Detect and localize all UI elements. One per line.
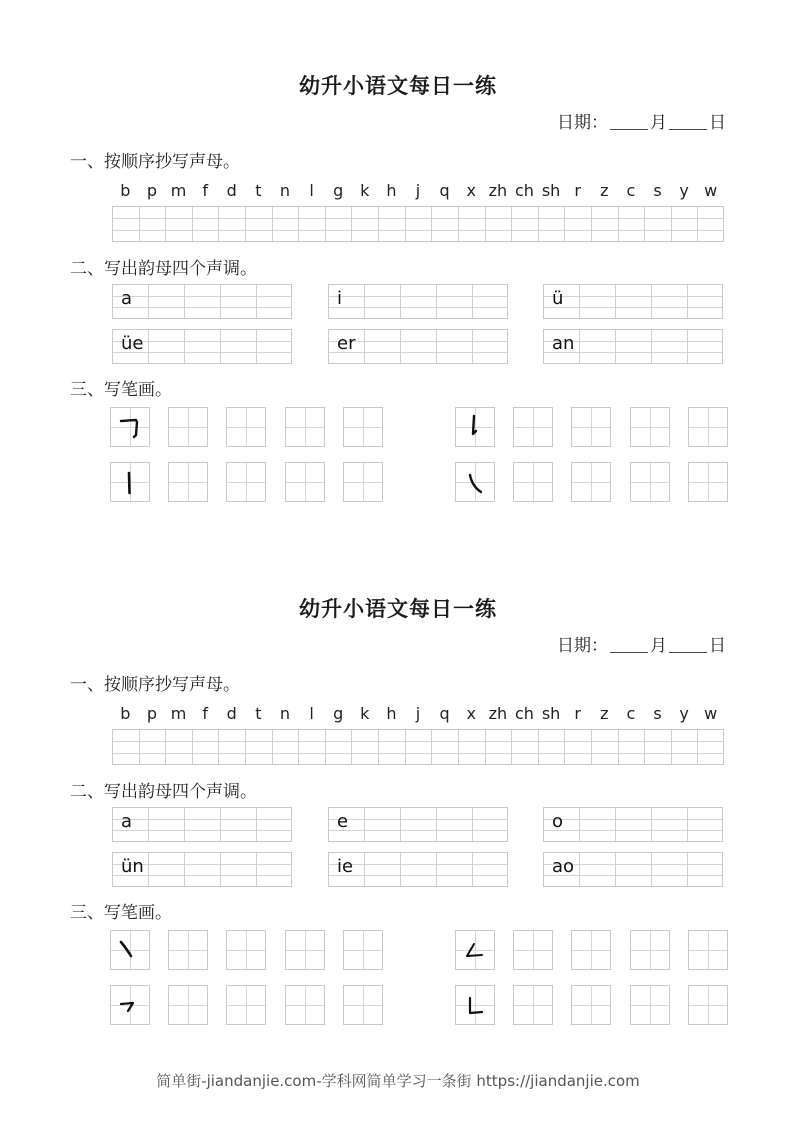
- grid-row-line: [329, 307, 507, 308]
- initials-row: [112, 704, 724, 723]
- initial-letter: m: [170, 181, 187, 200]
- grid-column-line: [256, 808, 257, 841]
- grid-column-line: [472, 853, 473, 886]
- grid-column-line: [579, 853, 580, 886]
- stroke-practice-box[interactable]: [285, 462, 325, 502]
- grid-row-line: [113, 741, 723, 742]
- grid-column-line: [298, 730, 299, 764]
- grid-column-line: [511, 730, 512, 764]
- initial-letter: s: [653, 704, 662, 723]
- grid-column-line: [651, 330, 652, 363]
- final-tone-grid[interactable]: [112, 807, 292, 842]
- grid-column-line: [458, 730, 459, 764]
- worksheet-title: 幼升小语文每日一练: [299, 596, 497, 621]
- month-label: 月: [650, 113, 667, 133]
- grid-row-line: [113, 819, 291, 820]
- stroke-practice-box[interactable]: [168, 930, 208, 970]
- stroke-practice-box[interactable]: [630, 407, 670, 447]
- final-label: ü: [552, 288, 564, 309]
- grid-row-line: [544, 296, 722, 297]
- section-3-heading: 三、写笔画。: [70, 380, 172, 400]
- stroke-practice-box[interactable]: [513, 462, 553, 502]
- initial-letter: g: [333, 704, 344, 723]
- section-1-heading: 一、按顺序抄写声母。: [70, 675, 240, 695]
- grid-column-line: [139, 730, 140, 764]
- grid-row-line: [329, 819, 507, 820]
- grid-column-line: [256, 853, 257, 886]
- grid-column-line: [364, 330, 365, 363]
- initials-writing-grid[interactable]: [112, 729, 724, 765]
- section-2-heading: 二、写出韵母四个声调。: [70, 259, 257, 279]
- grid-row-line: [113, 218, 723, 219]
- initial-letter: c: [626, 181, 636, 200]
- final-tone-grid[interactable]: [328, 852, 508, 887]
- initial-letter: r: [574, 704, 581, 723]
- grid-column-line: [272, 207, 273, 241]
- grid-column-line: [165, 730, 166, 764]
- box-center-v-line: [246, 463, 247, 501]
- grid-column-line: [485, 207, 486, 241]
- grid-column-line: [272, 730, 273, 764]
- stroke-practice-box[interactable]: [168, 985, 208, 1025]
- stroke-practice-box[interactable]: [285, 930, 325, 970]
- final-tone-grid[interactable]: [328, 284, 508, 319]
- initial-letter: t: [255, 181, 262, 200]
- grid-column-line: [351, 207, 352, 241]
- grid-column-line: [184, 285, 185, 318]
- initial-letter: l: [309, 181, 314, 200]
- grid-row-line: [329, 341, 507, 342]
- initial-letter: j: [415, 181, 421, 200]
- box-center-v-line: [305, 986, 306, 1024]
- box-center-v-line: [188, 463, 189, 501]
- day-label: 日: [709, 636, 726, 656]
- stroke-practice-box[interactable]: [630, 462, 670, 502]
- final-label: a: [121, 288, 133, 309]
- initial-letter: q: [439, 181, 450, 200]
- grid-column-line: [148, 808, 149, 841]
- stroke-practice-box[interactable]: [630, 930, 670, 970]
- stroke-practice-box[interactable]: [513, 407, 553, 447]
- final-tone-grid[interactable]: [112, 329, 292, 364]
- stroke-practice-box[interactable]: [226, 985, 266, 1025]
- final-label: ün: [121, 856, 144, 877]
- stroke-shu-zhe-icon: [456, 986, 494, 1024]
- initial-letter: f: [202, 181, 208, 200]
- box-center-v-line: [305, 931, 306, 969]
- grid-column-line: [139, 207, 140, 241]
- grid-column-line: [564, 207, 565, 241]
- box-center-v-line: [188, 408, 189, 446]
- stroke-practice-box[interactable]: [571, 462, 611, 502]
- stroke-practice-box[interactable]: [688, 985, 728, 1025]
- stroke-practice-box[interactable]: [285, 407, 325, 447]
- box-center-v-line: [533, 931, 534, 969]
- initial-letter: n: [279, 704, 291, 723]
- grid-column-line: [697, 730, 698, 764]
- footer-watermark: 简单街-jiandanjie.com-学科网简单学习一条街 https://jiandanjie.com: [156, 1072, 640, 1090]
- final-tone-grid[interactable]: [328, 807, 508, 842]
- grid-column-line: [325, 730, 326, 764]
- stroke-example-box: [455, 985, 495, 1025]
- final-label: üe: [121, 333, 144, 354]
- initial-letter: b: [120, 704, 131, 723]
- grid-column-line: [364, 285, 365, 318]
- initial-letter: zh: [488, 181, 508, 200]
- initial-letter: sh: [541, 181, 561, 200]
- section-3-heading: 三、写笔画。: [70, 903, 172, 923]
- initial-letter: d: [226, 704, 237, 723]
- initial-letter: t: [255, 704, 262, 723]
- grid-column-line: [405, 207, 406, 241]
- initial-letter: f: [202, 704, 208, 723]
- initial-letter: k: [360, 704, 370, 723]
- grid-column-line: [538, 730, 539, 764]
- initial-letter: z: [600, 704, 609, 723]
- grid-column-line: [615, 285, 616, 318]
- day-blank[interactable]: [669, 113, 707, 130]
- grid-column-line: [579, 330, 580, 363]
- grid-column-line: [618, 207, 619, 241]
- stroke-example-box: [455, 930, 495, 970]
- initial-letter: s: [653, 181, 662, 200]
- stroke-example-box: [110, 985, 150, 1025]
- final-label: o: [552, 811, 564, 832]
- final-label: i: [337, 288, 343, 309]
- grid-column-line: [220, 853, 221, 886]
- stroke-practice-box[interactable]: [688, 930, 728, 970]
- stroke-practice-box[interactable]: [226, 930, 266, 970]
- date-field: [557, 108, 726, 133]
- stroke-example-box: [110, 462, 150, 502]
- grid-column-line: [579, 285, 580, 318]
- stroke-practice-box[interactable]: [226, 462, 266, 502]
- stroke-heng-pie-icon: [111, 986, 149, 1024]
- final-tone-grid[interactable]: [112, 852, 292, 887]
- grid-column-line: [591, 207, 592, 241]
- day-blank[interactable]: [669, 636, 707, 653]
- grid-column-line: [436, 808, 437, 841]
- grid-column-line: [245, 207, 246, 241]
- grid-column-line: [218, 730, 219, 764]
- initial-letter: b: [120, 181, 131, 200]
- final-label: an: [552, 333, 575, 354]
- stroke-practice-box[interactable]: [513, 930, 553, 970]
- stroke-practice-box[interactable]: [688, 462, 728, 502]
- stroke-dian-icon: [111, 931, 149, 969]
- grid-column-line: [472, 808, 473, 841]
- box-center-v-line: [650, 408, 651, 446]
- box-center-v-line: [708, 463, 709, 501]
- initial-letter: r: [574, 181, 581, 200]
- grid-column-line: [184, 330, 185, 363]
- initials-writing-grid[interactable]: [112, 206, 724, 242]
- initial-letter: j: [415, 704, 421, 723]
- date-label: 日期：: [557, 113, 608, 133]
- grid-row-line: [329, 864, 507, 865]
- initial-letter: w: [704, 181, 718, 200]
- initials-row: [112, 181, 724, 200]
- box-center-v-line: [591, 408, 592, 446]
- final-tone-grid[interactable]: [543, 807, 723, 842]
- initial-letter: h: [386, 181, 397, 200]
- grid-column-line: [458, 207, 459, 241]
- stroke-practice-box[interactable]: [571, 407, 611, 447]
- grid-column-line: [431, 207, 432, 241]
- final-tone-grid[interactable]: [543, 852, 723, 887]
- initial-letter: p: [146, 704, 157, 723]
- grid-column-line: [256, 330, 257, 363]
- section-1-heading: 一、按顺序抄写声母。: [70, 152, 240, 172]
- grid-column-line: [564, 730, 565, 764]
- grid-row-line: [113, 230, 723, 231]
- month-blank[interactable]: [610, 636, 648, 653]
- grid-column-line: [436, 285, 437, 318]
- final-label: e: [337, 811, 349, 832]
- grid-column-line: [687, 330, 688, 363]
- grid-column-line: [687, 285, 688, 318]
- grid-column-line: [687, 808, 688, 841]
- stroke-practice-box[interactable]: [571, 985, 611, 1025]
- stroke-heng-zhe-icon: [111, 408, 149, 446]
- final-label: er: [337, 333, 356, 354]
- final-label: ie: [337, 856, 354, 877]
- month-blank[interactable]: [610, 113, 648, 130]
- box-center-v-line: [246, 931, 247, 969]
- initial-letter: ch: [514, 181, 534, 200]
- stroke-practice-box[interactable]: [688, 407, 728, 447]
- grid-column-line: [400, 808, 401, 841]
- stroke-practice-box[interactable]: [226, 407, 266, 447]
- grid-row-line: [113, 830, 291, 831]
- grid-column-line: [351, 730, 352, 764]
- initial-letter: c: [626, 704, 636, 723]
- final-tone-grid[interactable]: [543, 284, 723, 319]
- box-center-v-line: [533, 408, 534, 446]
- grid-column-line: [245, 730, 246, 764]
- box-center-v-line: [708, 931, 709, 969]
- initial-letter: q: [439, 704, 450, 723]
- grid-column-line: [671, 730, 672, 764]
- grid-column-line: [436, 330, 437, 363]
- box-center-v-line: [650, 463, 651, 501]
- grid-row-line: [113, 296, 291, 297]
- stroke-practice-box[interactable]: [343, 462, 383, 502]
- final-tone-grid[interactable]: [543, 329, 723, 364]
- grid-column-line: [256, 285, 257, 318]
- box-center-v-line: [188, 931, 189, 969]
- box-center-v-line: [591, 931, 592, 969]
- stroke-practice-box[interactable]: [513, 985, 553, 1025]
- stroke-example-box: [110, 407, 150, 447]
- grid-column-line: [378, 207, 379, 241]
- stroke-practice-box[interactable]: [285, 985, 325, 1025]
- stroke-practice-box[interactable]: [571, 930, 611, 970]
- grid-column-line: [220, 330, 221, 363]
- grid-column-line: [651, 808, 652, 841]
- initial-letter: g: [333, 181, 344, 200]
- grid-column-line: [538, 207, 539, 241]
- initial-letter: zh: [488, 704, 508, 723]
- box-center-v-line: [708, 986, 709, 1024]
- box-center-v-line: [533, 986, 534, 1024]
- grid-row-line: [544, 819, 722, 820]
- grid-column-line: [472, 285, 473, 318]
- initial-letter: z: [600, 181, 609, 200]
- stroke-shu-icon: [111, 463, 149, 501]
- grid-column-line: [192, 207, 193, 241]
- final-label: a: [121, 811, 133, 832]
- stroke-practice-box[interactable]: [343, 930, 383, 970]
- initial-letter: x: [466, 704, 476, 723]
- initial-letter: d: [226, 181, 237, 200]
- stroke-example-box: [455, 407, 495, 447]
- initial-letter: k: [360, 181, 370, 200]
- grid-column-line: [325, 207, 326, 241]
- grid-column-line: [511, 207, 512, 241]
- final-tone-grid[interactable]: [112, 284, 292, 319]
- initial-letter: ch: [514, 704, 534, 723]
- grid-column-line: [298, 207, 299, 241]
- grid-column-line: [651, 285, 652, 318]
- grid-column-line: [615, 330, 616, 363]
- box-center-v-line: [246, 986, 247, 1024]
- box-center-v-line: [246, 408, 247, 446]
- day-label: 日: [709, 113, 726, 133]
- grid-row-line: [544, 830, 722, 831]
- grid-column-line: [220, 808, 221, 841]
- box-center-v-line: [591, 463, 592, 501]
- grid-column-line: [364, 853, 365, 886]
- section-2-heading: 二、写出韵母四个声调。: [70, 782, 257, 802]
- grid-column-line: [436, 853, 437, 886]
- grid-column-line: [148, 330, 149, 363]
- grid-column-line: [697, 207, 698, 241]
- initial-letter: w: [704, 704, 718, 723]
- box-center-v-line: [363, 463, 364, 501]
- grid-column-line: [148, 853, 149, 886]
- date-label: 日期：: [557, 636, 608, 656]
- grid-column-line: [184, 808, 185, 841]
- grid-column-line: [400, 330, 401, 363]
- initial-letter: y: [679, 704, 689, 723]
- grid-row-line: [544, 307, 722, 308]
- grid-row-line: [329, 830, 507, 831]
- initial-letter: h: [386, 704, 397, 723]
- initial-letter: x: [466, 181, 476, 200]
- stroke-practice-box[interactable]: [343, 407, 383, 447]
- grid-column-line: [651, 853, 652, 886]
- stroke-dian-long-icon: [456, 463, 494, 501]
- box-center-v-line: [305, 463, 306, 501]
- grid-column-line: [400, 285, 401, 318]
- box-center-v-line: [363, 931, 364, 969]
- final-label: ao: [552, 856, 575, 877]
- stroke-shu-ti-icon: [456, 408, 494, 446]
- grid-column-line: [400, 853, 401, 886]
- grid-column-line: [644, 730, 645, 764]
- grid-column-line: [615, 808, 616, 841]
- grid-row-line: [113, 753, 723, 754]
- box-center-v-line: [708, 408, 709, 446]
- initial-letter: l: [309, 704, 314, 723]
- box-center-v-line: [591, 986, 592, 1024]
- stroke-example-box: [455, 462, 495, 502]
- stroke-practice-box[interactable]: [168, 407, 208, 447]
- grid-row-line: [113, 307, 291, 308]
- box-center-v-line: [533, 463, 534, 501]
- final-tone-grid[interactable]: [328, 329, 508, 364]
- grid-column-line: [671, 207, 672, 241]
- grid-column-line: [687, 853, 688, 886]
- box-center-v-line: [363, 986, 364, 1024]
- grid-column-line: [148, 285, 149, 318]
- grid-column-line: [192, 730, 193, 764]
- grid-column-line: [485, 730, 486, 764]
- box-center-v-line: [363, 408, 364, 446]
- grid-column-line: [591, 730, 592, 764]
- grid-column-line: [579, 808, 580, 841]
- grid-column-line: [405, 730, 406, 764]
- grid-column-line: [615, 853, 616, 886]
- initial-letter: m: [170, 704, 187, 723]
- grid-column-line: [220, 285, 221, 318]
- grid-column-line: [218, 207, 219, 241]
- grid-column-line: [618, 730, 619, 764]
- initial-letter: sh: [541, 704, 561, 723]
- box-center-v-line: [305, 408, 306, 446]
- grid-column-line: [378, 730, 379, 764]
- initial-letter: n: [279, 181, 291, 200]
- grid-column-line: [431, 730, 432, 764]
- worksheet-title: 幼升小语文每日一练: [299, 73, 497, 98]
- initial-letter: p: [146, 181, 157, 200]
- stroke-practice-box[interactable]: [630, 985, 670, 1025]
- grid-row-line: [329, 875, 507, 876]
- initial-letter: y: [679, 181, 689, 200]
- stroke-example-box: [110, 930, 150, 970]
- box-center-v-line: [650, 931, 651, 969]
- grid-column-line: [472, 330, 473, 363]
- grid-column-line: [184, 853, 185, 886]
- stroke-pie-zhe-icon: [456, 931, 494, 969]
- date-field: [557, 631, 726, 656]
- grid-row-line: [329, 352, 507, 353]
- grid-row-line: [329, 296, 507, 297]
- box-center-v-line: [188, 986, 189, 1024]
- grid-column-line: [165, 207, 166, 241]
- month-label: 月: [650, 636, 667, 656]
- box-center-v-line: [650, 986, 651, 1024]
- stroke-practice-box[interactable]: [168, 462, 208, 502]
- grid-column-line: [644, 207, 645, 241]
- stroke-practice-box[interactable]: [343, 985, 383, 1025]
- grid-column-line: [364, 808, 365, 841]
